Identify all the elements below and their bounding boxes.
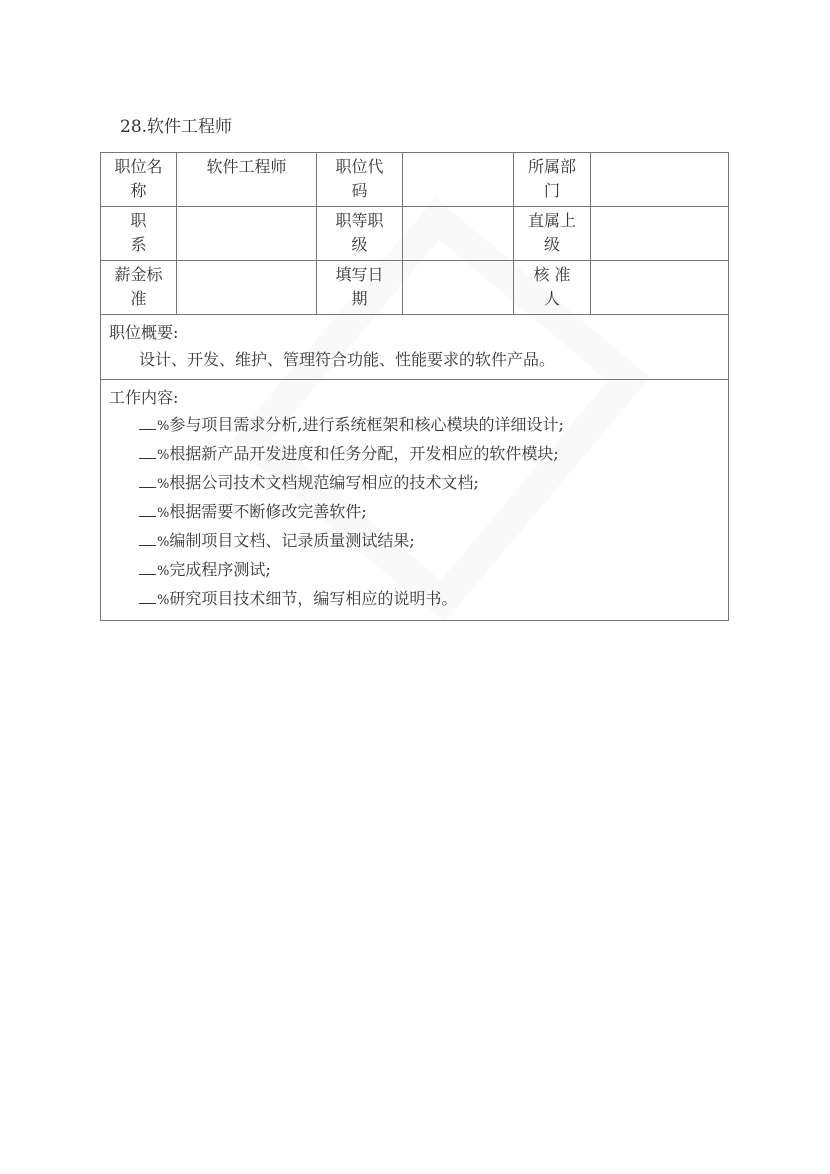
page-title: 28.软件工程师 xyxy=(120,117,233,137)
work-item xyxy=(109,498,720,527)
label-job-grade xyxy=(317,207,403,261)
label-line: 人 xyxy=(543,289,560,308)
label-position-code xyxy=(317,153,403,207)
value-job-grade[interactable] xyxy=(403,207,514,261)
label-line: 级 xyxy=(351,235,368,254)
label-line: 系 xyxy=(130,235,147,254)
label-fill-date xyxy=(317,261,403,315)
value-position-name[interactable]: 软件工程师 xyxy=(177,153,317,207)
work-content-section xyxy=(101,380,729,621)
label-line: 称 xyxy=(130,181,147,200)
value-job-family[interactable] xyxy=(177,207,317,261)
percent-blank[interactable] xyxy=(139,560,156,575)
value-fill-date[interactable] xyxy=(403,261,514,315)
summary-heading: 职位概要: xyxy=(109,323,179,342)
work-item-text: 研究项目技术细节，编写相应的说明书。 xyxy=(169,589,458,608)
label-line: 职位代 xyxy=(335,157,384,176)
work-item-text: 根据公司技术文档规范编写相应的技术文档; xyxy=(169,473,479,492)
work-item xyxy=(109,585,720,614)
label-line: 期 xyxy=(351,289,368,308)
work-item xyxy=(109,411,720,440)
work-item-text: 完成程序测试; xyxy=(169,560,271,579)
percent-sign: % xyxy=(157,564,170,579)
value-position-code[interactable] xyxy=(403,153,514,207)
label-position-name xyxy=(101,153,177,207)
work-content-heading: 工作内容: xyxy=(109,388,179,407)
summary-section xyxy=(101,315,729,380)
percent-blank[interactable] xyxy=(139,531,156,546)
work-item xyxy=(109,527,720,556)
label-line: 职等职 xyxy=(335,211,384,230)
label-line: 所属部 xyxy=(527,157,576,176)
label-approver xyxy=(514,261,591,315)
percent-blank[interactable] xyxy=(139,473,156,488)
work-item-text: 编制项目文档、记录质量测试结果; xyxy=(169,531,415,550)
work-item-text: 根据需要不断修改完善软件; xyxy=(169,502,367,521)
summary-row xyxy=(101,315,729,380)
table-row xyxy=(101,207,729,261)
label-line: 级 xyxy=(543,235,560,254)
label-job-family xyxy=(101,207,177,261)
percent-blank[interactable] xyxy=(139,444,156,459)
label-line: 填写日 xyxy=(335,265,384,284)
work-content-row xyxy=(101,380,729,621)
work-item xyxy=(109,469,720,498)
summary-text: 设计、开发、维护、管理符合功能、性能要求的软件产品。 xyxy=(139,350,556,369)
label-line: 核 准 xyxy=(533,265,571,284)
label-department xyxy=(514,153,591,207)
table-row xyxy=(101,153,729,207)
label-line: 直属上 xyxy=(527,211,576,230)
label-line: 准 xyxy=(130,289,147,308)
label-line: 职 xyxy=(130,211,147,230)
value-direct-supervisor[interactable] xyxy=(591,207,729,261)
percent-sign: % xyxy=(157,419,170,434)
label-line: 门 xyxy=(543,181,560,200)
work-item xyxy=(109,556,720,585)
job-description-table xyxy=(100,152,729,621)
label-line: 职位名 xyxy=(114,157,163,176)
label-salary-standard xyxy=(101,261,177,315)
label-line: 码 xyxy=(351,181,368,200)
percent-sign: % xyxy=(157,448,170,463)
value-department[interactable] xyxy=(591,153,729,207)
percent-sign: % xyxy=(157,535,170,550)
percent-sign: % xyxy=(157,477,170,492)
work-item-text: 参与项目需求分析,进行系统框架和核心模块的详细设计; xyxy=(169,415,564,434)
work-item xyxy=(109,440,720,469)
percent-blank[interactable] xyxy=(139,415,156,430)
table-row xyxy=(101,261,729,315)
value-approver[interactable] xyxy=(591,261,729,315)
work-item-text: 根据新产品开发进度和任务分配，开发相应的软件模块; xyxy=(169,444,559,463)
percent-sign: % xyxy=(157,506,170,521)
percent-blank[interactable] xyxy=(139,589,156,604)
label-line: 薪金标 xyxy=(114,265,163,284)
percent-blank[interactable] xyxy=(139,502,156,517)
value-salary-standard[interactable] xyxy=(177,261,317,315)
label-direct-supervisor xyxy=(514,207,591,261)
percent-sign: % xyxy=(157,593,170,608)
